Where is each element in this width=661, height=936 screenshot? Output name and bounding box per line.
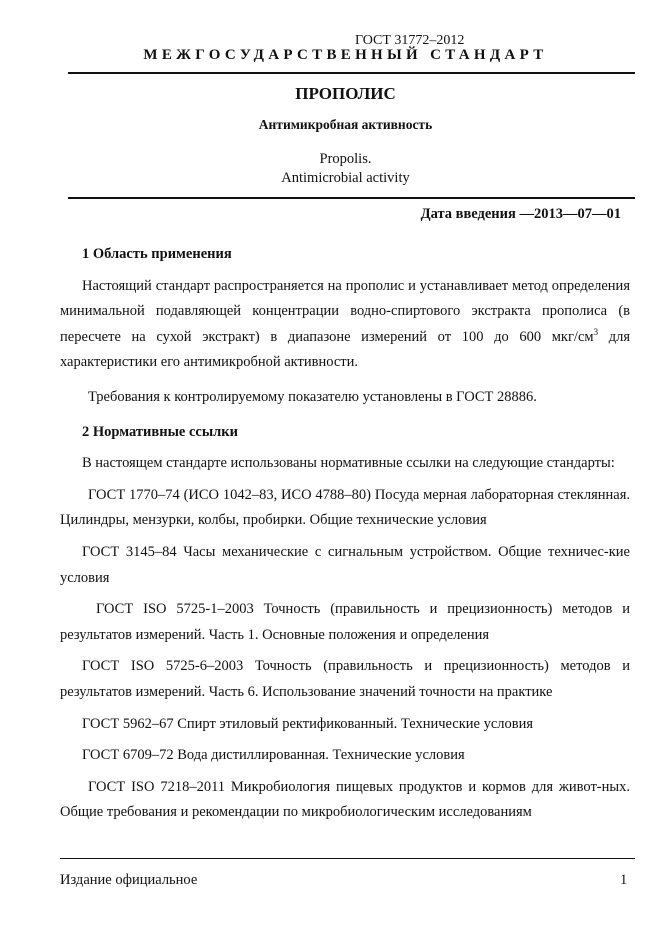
- english-title-line-2: Antimicrobial activity: [281, 170, 410, 186]
- document-body: [60, 242, 630, 826]
- standard-type-label: МЕЖГОСУДАРСТВЕННЫЙ СТАНДАРТ: [143, 47, 548, 63]
- edition-label: Издание официальное: [60, 872, 198, 888]
- reference-item: ГОСТ 5962–67 Спирт этиловый ректификованный. Технические условия: [82, 715, 534, 732]
- reference-item: ГОСТ 3145–84 Часы механические с сигнальным устройством. Общие техничес-кие условия: [60, 543, 630, 586]
- superscript-3: 3: [593, 326, 599, 337]
- english-title: [0, 150, 661, 188]
- scope-text-end: для характеристики его антимикробной активности.: [60, 328, 630, 371]
- document-title: ПРОПОЛИС: [295, 84, 396, 103]
- reference-item: ГОСТ 1770–74 (ИСО 1042–83, ИСО 4788–80) Посуда мерная лабораторная стеклянная. Цилиндры, мензурки, колбы, пробирки. Общие технические условия: [60, 486, 630, 529]
- section-1-paragraph-2: Требования к контролируемому показателю установлены в ГОСТ 28886.: [88, 388, 537, 405]
- gost-code: ГОСТ 31772–2012: [355, 33, 465, 48]
- section-1-heading: 1 Область применения: [82, 246, 232, 262]
- reference-item: ГОСТ ISO 7218–2011 Микробиология пищевых продуктов и кормов для живот-ных. Общие требования и рекомендации по микробиологическим исследованиям: [60, 778, 630, 821]
- reference-item: ГОСТ 6709–72 Вода дистиллированная. Технические условия: [82, 747, 465, 764]
- footer-divider: [60, 858, 635, 859]
- section-2-heading: 2 Нормативные ссылки: [82, 423, 238, 440]
- header-divider: [68, 72, 635, 74]
- title-divider: [68, 197, 635, 199]
- scope-text: Настоящий стандарт распространяется на прополис и устанавливает метод определения минимальной подавляющей концентрации водно-спиртового экстракта прополиса (в пересчете на сухой экстракт) в диапазоне измерений от 100 до 600 мкг/см: [60, 277, 630, 345]
- reference-item: ГОСТ ISO 5725-6–2003 Точность (правильность и прецизионность) методов и результатов измерений. Часть 6. Использование значений точности на практике: [60, 658, 630, 700]
- section-1-paragraph-1: [60, 274, 630, 376]
- page-number: 1: [620, 872, 628, 888]
- document-subtitle: Антимикробная активность: [258, 117, 433, 132]
- section-2-intro: В настоящем стандарте использованы нормативные ссылки на следующие стандарты:: [82, 455, 615, 472]
- reference-item: ГОСТ ISO 5725-1–2003 Точность (правильность и прецизионность) методов и результатов измерений. Часть 1. Основные положения и определения: [60, 601, 630, 643]
- english-title-line-1: Propolis.: [319, 151, 372, 167]
- introduction-date: Дата введения —2013—07—01: [420, 206, 621, 222]
